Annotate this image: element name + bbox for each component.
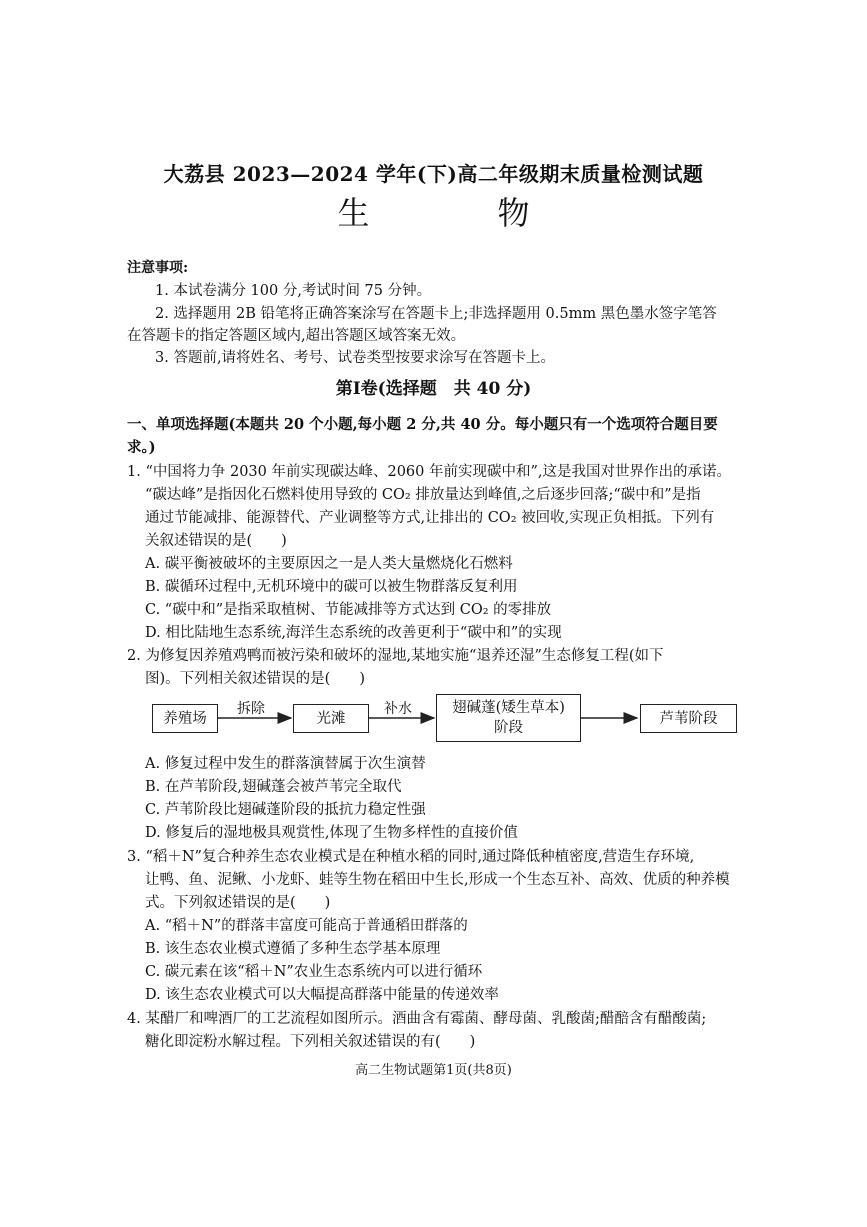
q2-stem-2: 图)。下列相关叙述错误的是( ) (145, 671, 365, 687)
flow-box-suaeda-line2: 阶段 (494, 720, 523, 736)
q1-option-b: B. 碳循环过程中,无机环境中的碳可以被生物群落反复利用 (145, 579, 518, 595)
flow-box-suaeda (436, 694, 581, 742)
flow-box-farm: 养殖场 (152, 704, 218, 733)
q1-option-d: D. 相比陆地生态系统,海洋生态系统的改善更利于“碳中和”的实现 (145, 625, 562, 641)
notice-item-2: 2. 选择题用 2B 铅笔将正确答案涂写在答题卡上;非选择题用 0.5mm 黑色墨水签字笔答 (155, 306, 717, 322)
part-heading-cont: 求。) (127, 439, 156, 456)
q2-option-a: A. 修复过程中发生的群落演替属于次生演替 (145, 756, 426, 772)
q3-stem-3: 式。下列叙述错误的是( ) (145, 895, 331, 911)
q2-option-b: B. 在芦苇阶段,翅碱蓬会被芦苇完全取代 (145, 779, 402, 795)
q1-option-c: C. “碳中和”是指采取植树、节能减排等方式达到 CO₂ 的零排放 (145, 602, 552, 618)
flow-box-mudflat: 光滩 (293, 704, 369, 733)
q3-option-a: A. “稻＋N”的群落丰富度可能高于普通稻田群落的 (145, 918, 468, 934)
q1-stem-1: 1. “中国将力争 2030 年前实现碳达峰、2060 年前实现碳中和”,这是我国对世界作出的承诺。 (127, 464, 732, 480)
subject-title: 生 物 (337, 194, 578, 232)
q1-option-a: A. 碳平衡被破坏的主要原因之一是人类大量燃烧化石燃料 (145, 556, 513, 572)
q4-stem-1: 4. 某醋厂和啤酒厂的工艺流程如图所示。酒曲含有霉菌、酵母菌、乳酸菌;醋醅含有醋酸菌; (127, 1011, 707, 1027)
flow-box-reed: 芦苇阶段 (640, 704, 737, 733)
q1-stem-3: 通过节能减排、能源替代、产业调整等方式,让排出的 CO₂ 被回收,实现正负相抵。下列有 (145, 510, 715, 526)
q2-stem-1: 2. 为修复因养殖鸡鸭而被污染和破坏的湿地,某地实施“退养还湿”生态修复工程(如下 (127, 648, 664, 664)
q3-stem-2: 让鸭、鱼、泥鳅、小龙虾、蛙等生物在稻田中生长,形成一个生态互补、高效、优质的种养模 (145, 872, 730, 888)
q3-option-d: D. 该生态农业模式可以大幅提高群落中能量的传递效率 (145, 987, 499, 1003)
q1-stem-2: “碳达峰”是指因化石燃料使用导致的 CO₂ 排放量达到峰值,之后逐步回落;“碳中和”是指 (145, 487, 701, 503)
flow-label-demolish: 拆除 (237, 701, 265, 717)
page-footer: 高二生物试题第1页(共8页) (355, 1063, 512, 1078)
flow-label-water: 补水 (384, 701, 412, 717)
q3-option-c: C. 碳元素在该“稻＋N”农业生态系统内可以进行循环 (145, 964, 483, 980)
notice-heading: 注意事项: (127, 260, 189, 276)
q1-stem-4: 关叙述错误的是( ) (145, 533, 287, 549)
q4-stem-2: 糖化即淀粉水解过程。下列相关叙述错误的有( ) (145, 1034, 476, 1050)
section-title: 第Ⅰ卷(选择题 共 40 分) (335, 379, 532, 399)
q3-stem-1: 3. “稻＋N”复合种养生态农业模式是在种植水稻的同时,通过降低种植密度,营造生存环境, (127, 849, 695, 865)
q2-option-c: C. 芦苇阶段比翅碱蓬阶段的抵抗力稳定性强 (145, 802, 426, 818)
notice-item-2-cont: 在答题卡的指定答题区域内,超出答题区域答案无效。 (127, 328, 466, 344)
notice-item-3: 3. 答题前,请将姓名、考号、试卷类型按要求涂写在答题卡上。 (155, 350, 556, 366)
notice-item-1: 1. 本试卷满分 100 分,考试时间 75 分钟。 (155, 283, 432, 299)
flow-box-suaeda-line1: 翅碱蓬(矮生草本) (452, 700, 565, 716)
q3-option-b: B. 该生态农业模式遵循了多种生态学基本原理 (145, 941, 441, 957)
part-heading: 一、单项选择题(本题共 20 个小题,每小题 2 分,共 40 分。每小题只有一个选项符合题目要 (127, 416, 718, 433)
q2-option-d: D. 修复后的湿地极具观赏性,体现了生物多样性的直接价值 (145, 825, 518, 841)
exam-title: 大荔县 2023—2024 学年(下)高二年级期末质量检测试题 (163, 162, 704, 186)
